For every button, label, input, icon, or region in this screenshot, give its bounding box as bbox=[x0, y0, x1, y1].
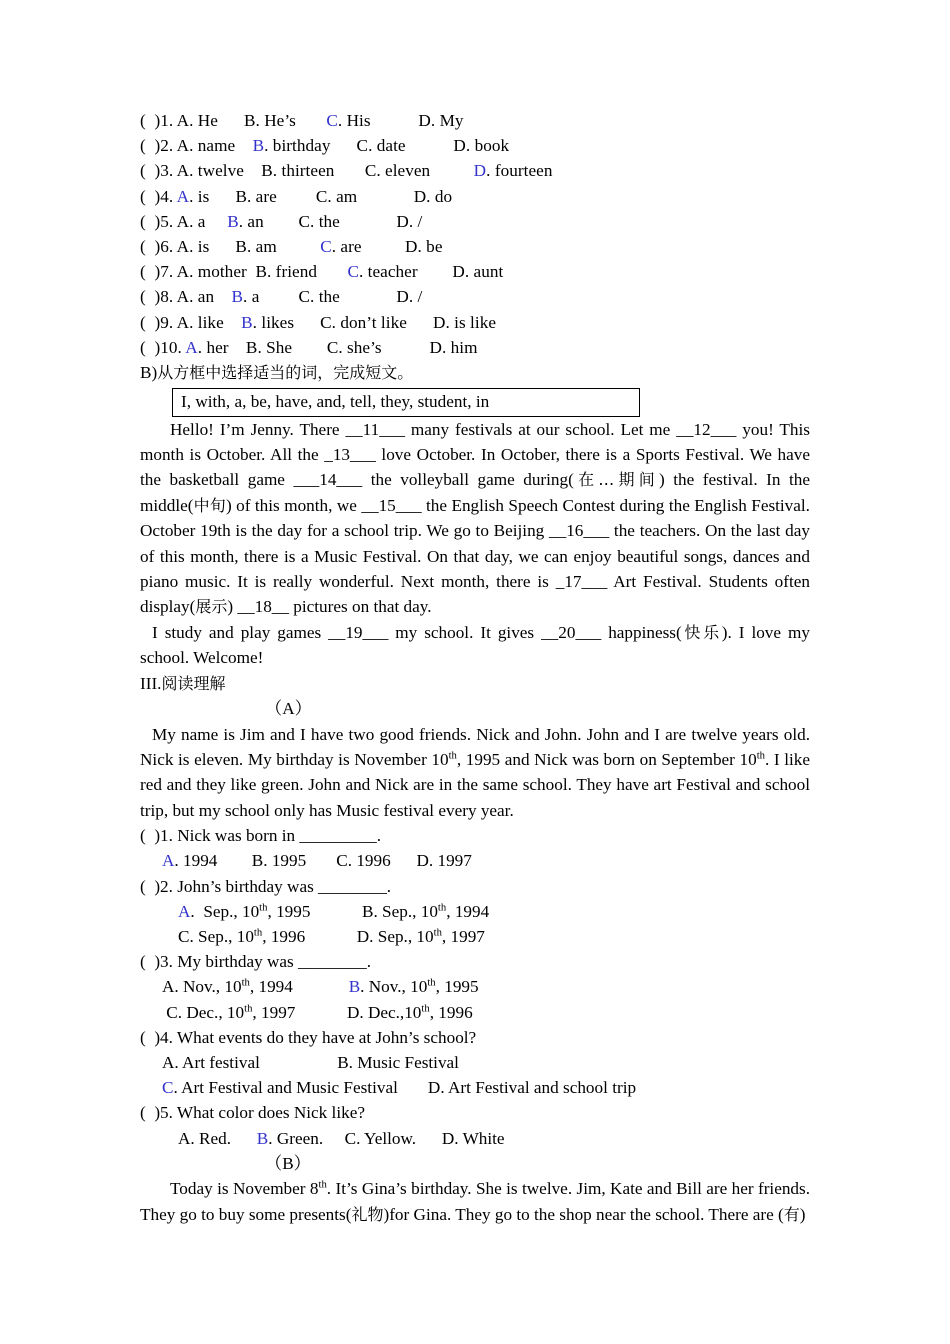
reading-question-options[interactable] bbox=[140, 1075, 810, 1100]
text-run: ( )9. A. like bbox=[140, 312, 242, 332]
text-run: A. Red. bbox=[178, 1128, 257, 1148]
text-run: . It’s Gina’s birthday. She is twelve. Jim, Kate and Bill are her friends. They go to buy some presents( bbox=[140, 1179, 811, 1224]
text-run: )for Gina. They go to the shop near the school. There are ( bbox=[383, 1204, 784, 1224]
ordinal-suffix: th bbox=[244, 1002, 253, 1014]
text-run: . Green. C. Yellow. D. White bbox=[268, 1128, 505, 1148]
text-run: . likes C. don’t like D. is like bbox=[252, 312, 497, 332]
section-iii-title-cn: 阅读理解 bbox=[161, 673, 226, 693]
mc-question-row[interactable] bbox=[140, 234, 810, 259]
text-run: ) the festival. In the middle( bbox=[140, 470, 810, 515]
reading-question-options[interactable] bbox=[140, 848, 810, 873]
word-bank-words: I, with, a, be, have, and, tell, they, student, in bbox=[181, 391, 490, 411]
ordinal-suffix: th bbox=[756, 750, 765, 762]
text-run: ( )10. bbox=[140, 337, 186, 357]
ordinal-suffix: th bbox=[427, 977, 436, 989]
answer-letter: A bbox=[176, 186, 190, 206]
reading-question-stem[interactable]: ( )2. John’s birthday was ________. bbox=[140, 876, 392, 896]
reading-question-stem[interactable]: ( )4. What events do they have at John’s school? bbox=[140, 1027, 477, 1047]
text-run: . Sep., 10 bbox=[190, 901, 260, 921]
answer-letter: B bbox=[231, 287, 244, 307]
text-run: Hello! I’m Jenny. There __11___ many festivals at our school. Let me __12___ you! This month is October. All the _13___ love October. In October, there is a Sports Festival. We have the basketball game ___14___ the volleyball game during( bbox=[140, 419, 810, 490]
reading-question-options[interactable] bbox=[140, 1050, 810, 1075]
answer-letter: C bbox=[326, 111, 338, 130]
reading-question-stem[interactable]: ( )3. My birthday was ________. bbox=[140, 952, 372, 972]
passage-a-questions bbox=[140, 823, 810, 1151]
chinese-gloss: 快乐 bbox=[681, 622, 722, 642]
text-run: C. Sep., 10 bbox=[178, 926, 254, 946]
answer-letter: A bbox=[178, 901, 191, 921]
text-run: . Art Festival and Music Festival D. Art Festival and school trip bbox=[173, 1078, 637, 1098]
section-b-heading-cn: 从方框中选择适当的词，完成短文。 bbox=[157, 363, 414, 383]
text-run: . fourteen bbox=[486, 161, 553, 181]
text-run: ( )5. A. a bbox=[140, 211, 228, 231]
mc-question-row[interactable] bbox=[140, 108, 810, 133]
reading-question-stem[interactable]: ( )1. Nick was born in _________. bbox=[140, 826, 382, 846]
text-run: . Nov., 10 bbox=[360, 977, 428, 997]
text-run: ( )4. bbox=[140, 186, 177, 206]
text-run: . 1994 B. 1995 C. 1996 D. 1997 bbox=[174, 851, 472, 871]
reading-question-stem[interactable]: ( )5. What color does Nick like? bbox=[140, 1103, 365, 1123]
text-run: ). I love my school. Welcome! bbox=[140, 622, 810, 668]
text-run: My name is Jim and I have two good friends. Nick and John. John and I are twelve years old. Nick is eleven. My birthday is November 10 bbox=[140, 724, 810, 769]
answer-letter: B bbox=[241, 312, 253, 332]
chinese-gloss: 在…期间 bbox=[573, 470, 659, 490]
text-run: Today is November 8 bbox=[170, 1179, 319, 1199]
passage-b-label: （B） bbox=[265, 1153, 311, 1173]
text-run: , 1996 D. Sep., 10 bbox=[262, 926, 434, 946]
text-run: . is B. are C. am D. do bbox=[189, 186, 453, 206]
text-run: ( )3. A. twelve B. thirteen C. eleven bbox=[140, 161, 474, 181]
section-b-prefix: B) bbox=[140, 363, 158, 383]
text-run: ( )6. A. is B. am bbox=[140, 237, 321, 257]
chinese-gloss: 礼物 bbox=[351, 1204, 384, 1224]
mc-question-row[interactable] bbox=[140, 133, 810, 158]
text-run: ( )1. A. He B. He’s bbox=[140, 111, 327, 130]
reading-question-options[interactable] bbox=[140, 899, 810, 924]
cloze-passage-paragraph-2 bbox=[140, 620, 810, 671]
mc-question-row[interactable] bbox=[140, 184, 810, 209]
text-run: ( )2. A. name bbox=[140, 136, 253, 156]
text-run: . His D. My bbox=[337, 111, 464, 130]
mc-question-row[interactable] bbox=[140, 284, 810, 309]
answer-letter: A bbox=[162, 851, 175, 871]
text-run: . her B. She C. she’s D. him bbox=[197, 337, 478, 357]
text-run: , 1995 bbox=[435, 977, 479, 997]
multiple-choice-block bbox=[140, 108, 810, 360]
answer-letter: C bbox=[347, 262, 359, 282]
ordinal-suffix: th bbox=[433, 927, 442, 939]
mc-question-row[interactable] bbox=[140, 310, 810, 335]
text-run: ) __18__ pictures on that day. bbox=[227, 597, 432, 617]
answer-letter: B bbox=[348, 977, 361, 997]
text-run: , 1996 bbox=[429, 1002, 473, 1022]
answer-letter: B bbox=[252, 136, 265, 156]
text-run: . teacher D. aunt bbox=[358, 262, 504, 282]
reading-question-options[interactable] bbox=[140, 974, 810, 999]
cloze-passage-paragraph-1 bbox=[140, 417, 810, 620]
passage-a-label: （A） bbox=[265, 699, 312, 719]
reading-question-options[interactable] bbox=[140, 924, 810, 949]
section-b-heading bbox=[140, 360, 810, 386]
ordinal-suffix: th bbox=[318, 1179, 327, 1191]
text-run: . a C. the D. / bbox=[243, 287, 423, 307]
passage-b-text bbox=[140, 1176, 810, 1227]
answer-letter: C bbox=[320, 237, 332, 257]
mc-question-row[interactable] bbox=[140, 259, 810, 284]
text-run: , 1994 bbox=[446, 901, 490, 921]
passage-a-text bbox=[140, 722, 810, 824]
section-iii-heading bbox=[140, 671, 810, 697]
text-run: ) bbox=[799, 1204, 806, 1224]
mc-question-row[interactable] bbox=[140, 335, 810, 360]
text-run: , 1995 B. Sep., 10 bbox=[267, 901, 438, 921]
text-run: A. Art festival B. Music Festival bbox=[162, 1052, 459, 1072]
text-run: . birthday C. date D. book bbox=[264, 136, 510, 156]
mc-question-row[interactable] bbox=[140, 209, 810, 234]
text-run: . I like red and they like green. John and Nick are in the same school. They have art Festival and school trip, but my school only has Music festival every year. bbox=[140, 749, 810, 820]
word-bank-box bbox=[172, 388, 640, 417]
answer-letter: D bbox=[473, 161, 487, 181]
text-run: ) of this month, we __15___ the English Speech Contest during the English Festival. October 19th is the day for a school trip. We go to Beijing __16___ the teachers. On the last day of this month, there is a Music Festival. On that day, we can enjoy beautiful songs, dances and piano music. It is really wonderful. Next month, there is _17___ Art Festival. Students often display( bbox=[140, 495, 810, 617]
text-run: A. Nov., 10 bbox=[162, 977, 242, 997]
ordinal-suffix: th bbox=[448, 750, 457, 762]
ordinal-suffix: th bbox=[421, 1002, 430, 1014]
ordinal-suffix: th bbox=[241, 977, 250, 989]
text-run: , 1994 bbox=[249, 977, 349, 997]
chinese-gloss: 中旬 bbox=[193, 495, 226, 515]
text-run: . are D. be bbox=[331, 237, 443, 257]
chinese-gloss: 展示 bbox=[195, 597, 228, 617]
ordinal-suffix: th bbox=[259, 902, 268, 913]
ordinal-suffix: th bbox=[253, 927, 263, 939]
mc-question-row[interactable] bbox=[140, 158, 810, 183]
reading-question-options[interactable] bbox=[140, 1126, 810, 1151]
text-run: . an C. the D. / bbox=[238, 211, 423, 231]
answer-letter: B bbox=[227, 211, 239, 231]
answer-letter: C bbox=[162, 1078, 174, 1098]
text-run: C. Dec., 10 bbox=[162, 1002, 245, 1022]
text-run: , 1997 D. Dec.,10 bbox=[252, 1002, 422, 1022]
section-iii-number: III. bbox=[140, 673, 162, 693]
text-run: I study and play games __19___ my school. It gives __20___ happiness( bbox=[152, 622, 682, 642]
text-run: ( )8. A. an bbox=[140, 287, 232, 307]
answer-letter: A bbox=[185, 337, 198, 357]
ordinal-suffix: th bbox=[437, 902, 447, 913]
text-run: , 1997 bbox=[441, 926, 485, 946]
text-run: ( )7. A. mother B. friend bbox=[140, 262, 348, 282]
chinese-gloss: 有 bbox=[783, 1204, 800, 1224]
answer-letter: B bbox=[256, 1128, 269, 1148]
reading-question-options[interactable] bbox=[140, 1000, 810, 1025]
text-run: , 1995 and Nick was born on September 10 bbox=[456, 749, 757, 769]
